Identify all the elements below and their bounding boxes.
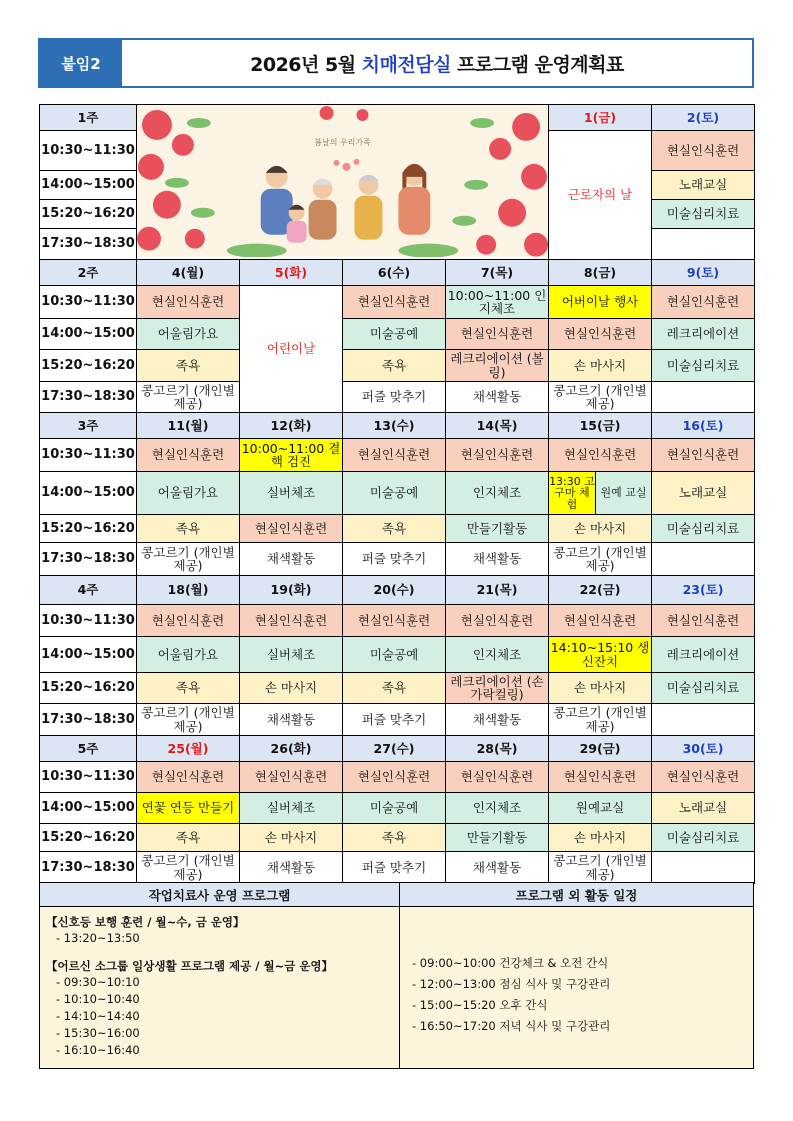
program-cell: 콩고르기 (개인별 제공) — [137, 852, 240, 884]
program-cell: 현실인식훈련 — [446, 605, 549, 637]
program-cell: 인지체조 — [446, 472, 549, 515]
day-header: 4(월) — [137, 260, 240, 286]
time-slot: 14:00~15:00 — [40, 793, 137, 824]
holiday-cell: 근로자의 날 — [549, 131, 652, 260]
day-header: 11(월) — [137, 413, 240, 439]
program-cell: 현실인식훈련 — [549, 605, 652, 637]
time-slot: 17:30~18:30 — [40, 229, 137, 260]
program-cell: 퍼즐 맞추기 — [343, 704, 446, 736]
program-cell: 손 마사지 — [240, 673, 343, 704]
split-container — [549, 472, 651, 514]
poster-caption: 봄날의 우리가족 — [314, 137, 371, 147]
list-item: - 14:10~14:40 — [56, 1009, 140, 1023]
time-slot: 14:00~15:00 — [40, 472, 137, 515]
program-cell: 콩고르기 (개인별 제공) — [137, 382, 240, 413]
day-header: 13(수) — [343, 413, 446, 439]
program-cell: 채색활동 — [446, 382, 549, 413]
gardening-class: 원예 교실 — [596, 472, 651, 514]
program-cell: 현실인식훈련 — [137, 286, 240, 319]
program-cell: 미술심리치료 — [652, 200, 755, 229]
day-header: 2(토) — [652, 105, 755, 131]
day-header: 25(월) — [137, 736, 240, 762]
day-header: 29(금) — [549, 736, 652, 762]
program-cell: 현실인식훈련 — [137, 439, 240, 472]
program-cell: 현실인식훈련 — [240, 762, 343, 793]
title-suffix: 프로그램 운영계획표 — [450, 53, 624, 76]
program-cell: 채색활동 — [240, 704, 343, 736]
time-slot: 10:30~11:30 — [40, 131, 137, 171]
time-slot: 15:20~16:20 — [40, 515, 137, 543]
week-label: 3주 — [40, 413, 137, 439]
page-title — [122, 50, 752, 77]
program-cell: 원예교실 — [549, 793, 652, 824]
footer-header — [40, 883, 753, 907]
time-slot: 10:30~11:30 — [40, 762, 137, 793]
title-highlight: 치매전담실 — [361, 53, 451, 76]
day-header: 15(금) — [549, 413, 652, 439]
program-cell — [652, 543, 755, 576]
program-cell: 14:10~15:10 생신잔치 — [549, 637, 652, 673]
day-header: 14(목) — [446, 413, 549, 439]
title-prefix: 2026년 5월 — [250, 53, 362, 76]
program-cell: 퍼즐 맞추기 — [343, 852, 446, 884]
program-cell: 어울림가요 — [137, 319, 240, 350]
program-cell: 노래교실 — [652, 793, 755, 824]
day-header: 18(월) — [137, 576, 240, 605]
list-item: - 16:10~16:40 — [56, 1043, 140, 1057]
program-cell: 현실인식훈련 — [652, 439, 755, 472]
program-cell: 채색활동 — [446, 852, 549, 884]
list-item: - 10:10~10:40 — [56, 992, 140, 1006]
program-cell: 채색활동 — [240, 852, 343, 884]
program-cell: 10:00~11:00 인지체조 — [446, 286, 549, 319]
day-header: 12(화) — [240, 413, 343, 439]
time-slot: 10:30~11:30 — [40, 286, 137, 319]
program-cell: 현실인식훈련 — [652, 131, 755, 171]
program-cell: 실버체조 — [240, 793, 343, 824]
list-item: - 15:30~16:00 — [56, 1026, 140, 1040]
time-slot: 10:30~11:30 — [40, 439, 137, 472]
program-cell: 현실인식훈련 — [343, 605, 446, 637]
list-item: - 12:00~13:00 점심 식사 및 구강관리 — [412, 977, 611, 991]
time-slot: 15:20~16:20 — [40, 350, 137, 382]
list-item: - 13:20~13:50 — [56, 931, 140, 945]
program-cell: 현실인식훈련 — [446, 319, 549, 350]
program-cell: 현실인식훈련 — [343, 286, 446, 319]
program-cell: 손 마사지 — [549, 515, 652, 543]
title-bar — [38, 38, 754, 88]
program-cell: 현실인식훈련 — [137, 605, 240, 637]
day-header: 8(금) — [549, 260, 652, 286]
day-header: 9(토) — [652, 260, 755, 286]
program-cell: 만들기활동 — [446, 515, 549, 543]
program-cell: 미술심리치료 — [652, 515, 755, 543]
program-cell: 족욕 — [343, 824, 446, 852]
schedule-table — [39, 104, 755, 884]
program-cell: 실버체조 — [240, 637, 343, 673]
list-item: - 09:30~10:10 — [56, 975, 140, 989]
program-cell: 족욕 — [343, 673, 446, 704]
time-slot: 15:20~16:20 — [40, 673, 137, 704]
program-cell: 인지체조 — [446, 637, 549, 673]
program-cell: 실버체조 — [240, 472, 343, 515]
list-item: - 16:50~17:20 저녁 식사 및 구강관리 — [412, 1019, 611, 1033]
program-cell: 손 마사지 — [240, 824, 343, 852]
week-label: 1주 — [40, 105, 137, 131]
program-cell: 만들기활동 — [446, 824, 549, 852]
time-slot: 10:30~11:30 — [40, 605, 137, 637]
week-label: 4주 — [40, 576, 137, 605]
sweet-potato-event: 13:30 고구마 체험 — [549, 472, 596, 514]
program-cell: 10:00~11:00 결핵 검진 — [240, 439, 343, 472]
program-cell: 어울림가요 — [137, 637, 240, 673]
time-slot: 14:00~15:00 — [40, 319, 137, 350]
time-slot: 17:30~18:30 — [40, 543, 137, 576]
other-activities-title: 프로그램 외 활동 일정 — [515, 887, 638, 903]
program-cell: 채색활동 — [240, 543, 343, 576]
ot-program-title: 작업치료사 운영 프로그램 — [40, 883, 400, 906]
program-cell: 미술공예 — [343, 472, 446, 515]
program-cell: 현실인식훈련 — [240, 515, 343, 543]
time-slot: 17:30~18:30 — [40, 704, 137, 736]
day-header: 6(수) — [343, 260, 446, 286]
week-label: 5주 — [40, 736, 137, 762]
day-header: 27(수) — [343, 736, 446, 762]
program-cell: 레크리에이션 (손가락컬링) — [446, 673, 549, 704]
program-cell: 어울림가요 — [137, 472, 240, 515]
program-cell: 현실인식훈련 — [549, 319, 652, 350]
program-cell: 노래교실 — [652, 472, 755, 515]
program-cell: 현실인식훈련 — [446, 762, 549, 793]
time-slot: 17:30~18:30 — [40, 382, 137, 413]
split-cell — [549, 472, 652, 515]
program-cell: 족욕 — [137, 673, 240, 704]
program-cell — [652, 704, 755, 736]
day-header: 16(토) — [652, 413, 755, 439]
time-slot: 15:20~16:20 — [40, 200, 137, 229]
day-header: 26(화) — [240, 736, 343, 762]
program-cell: 현실인식훈련 — [137, 762, 240, 793]
program-cell: 족욕 — [343, 515, 446, 543]
program-cell: 손 마사지 — [549, 673, 652, 704]
program-cell: 현실인식훈련 — [240, 605, 343, 637]
program-cell: 인지체조 — [446, 793, 549, 824]
program-cell: 미술공예 — [343, 637, 446, 673]
program-cell: 현실인식훈련 — [446, 439, 549, 472]
program-cell: 콩고르기 (개인별 제공) — [549, 852, 652, 884]
day-header: 7(목) — [446, 260, 549, 286]
program-cell: 콩고르기 (개인별 제공) — [137, 704, 240, 736]
program-cell: 현실인식훈련 — [549, 762, 652, 793]
program-cell: 퍼즐 맞추기 — [343, 382, 446, 413]
program-cell: 손 마사지 — [549, 350, 652, 382]
day-header: 20(수) — [343, 576, 446, 605]
program-cell: 콩고르기 (개인별 제공) — [549, 543, 652, 576]
program-cell — [652, 382, 755, 413]
program-cell: 레크리에이션 — [652, 637, 755, 673]
other-activities-list — [400, 907, 753, 1068]
day-header: 30(토) — [652, 736, 755, 762]
day-header: 1(금) — [549, 105, 652, 131]
program-cell: 레크리에이션 (볼링) — [446, 350, 549, 382]
program-cell: 현실인식훈련 — [343, 762, 446, 793]
program-cell: 미술공예 — [343, 319, 446, 350]
ot-program-list — [40, 907, 400, 1068]
program-cell: 족욕 — [137, 350, 240, 382]
program-cell: 현실인식훈련 — [652, 762, 755, 793]
day-header: 19(화) — [240, 576, 343, 605]
program-cell — [652, 229, 755, 260]
section-title: 【신호등 보행 훈련 / 월~수, 금 운영】 — [46, 915, 245, 929]
day-header: 22(금) — [549, 576, 652, 605]
time-slot: 14:00~15:00 — [40, 637, 137, 673]
program-cell: 족욕 — [137, 515, 240, 543]
program-cell: 콩고르기 (개인별 제공) — [137, 543, 240, 576]
week-label: 2주 — [40, 260, 137, 286]
family-poster — [137, 105, 549, 260]
program-cell: 연꽃 연등 만들기 — [137, 793, 240, 824]
time-slot: 17:30~18:30 — [40, 852, 137, 884]
program-cell — [652, 852, 755, 884]
program-cell: 미술심리치료 — [652, 824, 755, 852]
footer-body — [40, 907, 753, 1068]
program-cell: 미술심리치료 — [652, 673, 755, 704]
program-cell: 미술심리치료 — [652, 350, 755, 382]
list-item: - 09:00~10:00 건강체크 & 오전 간식 — [412, 956, 609, 970]
program-cell: 현실인식훈련 — [652, 605, 755, 637]
program-cell: 현실인식훈련 — [652, 286, 755, 319]
program-cell: 채색활동 — [446, 704, 549, 736]
day-header: 5(화) — [240, 260, 343, 286]
program-cell: 손 마사지 — [549, 824, 652, 852]
day-header: 28(목) — [446, 736, 549, 762]
program-cell: 노래교실 — [652, 171, 755, 200]
program-cell: 퍼즐 맞추기 — [343, 543, 446, 576]
family-illustration — [137, 105, 548, 257]
program-cell: 현실인식훈련 — [549, 439, 652, 472]
program-cell: 레크리에이션 — [652, 319, 755, 350]
program-cell: 현실인식훈련 — [343, 439, 446, 472]
time-slot: 15:20~16:20 — [40, 824, 137, 852]
day-header: 23(토) — [652, 576, 755, 605]
list-item: - 15:00~15:20 오후 간식 — [412, 998, 548, 1012]
attachment-badge: 붙임2 — [40, 40, 122, 86]
program-cell: 족욕 — [137, 824, 240, 852]
program-cell: 콩고르기 (개인별 제공) — [549, 382, 652, 413]
program-cell: 미술공예 — [343, 793, 446, 824]
program-cell: 어버이날 행사 — [549, 286, 652, 319]
program-cell: 콩고르기 (개인별 제공) — [549, 704, 652, 736]
program-cell: 채색활동 — [446, 543, 549, 576]
section-title: 【어르신 소그룹 일상생활 프로그램 제공 / 월~금 운영】 — [46, 959, 334, 973]
day-header: 21(목) — [446, 576, 549, 605]
footer-panel — [39, 882, 754, 1069]
holiday-cell: 어린이날 — [240, 286, 343, 413]
program-cell: 족욕 — [343, 350, 446, 382]
time-slot: 14:00~15:00 — [40, 171, 137, 200]
